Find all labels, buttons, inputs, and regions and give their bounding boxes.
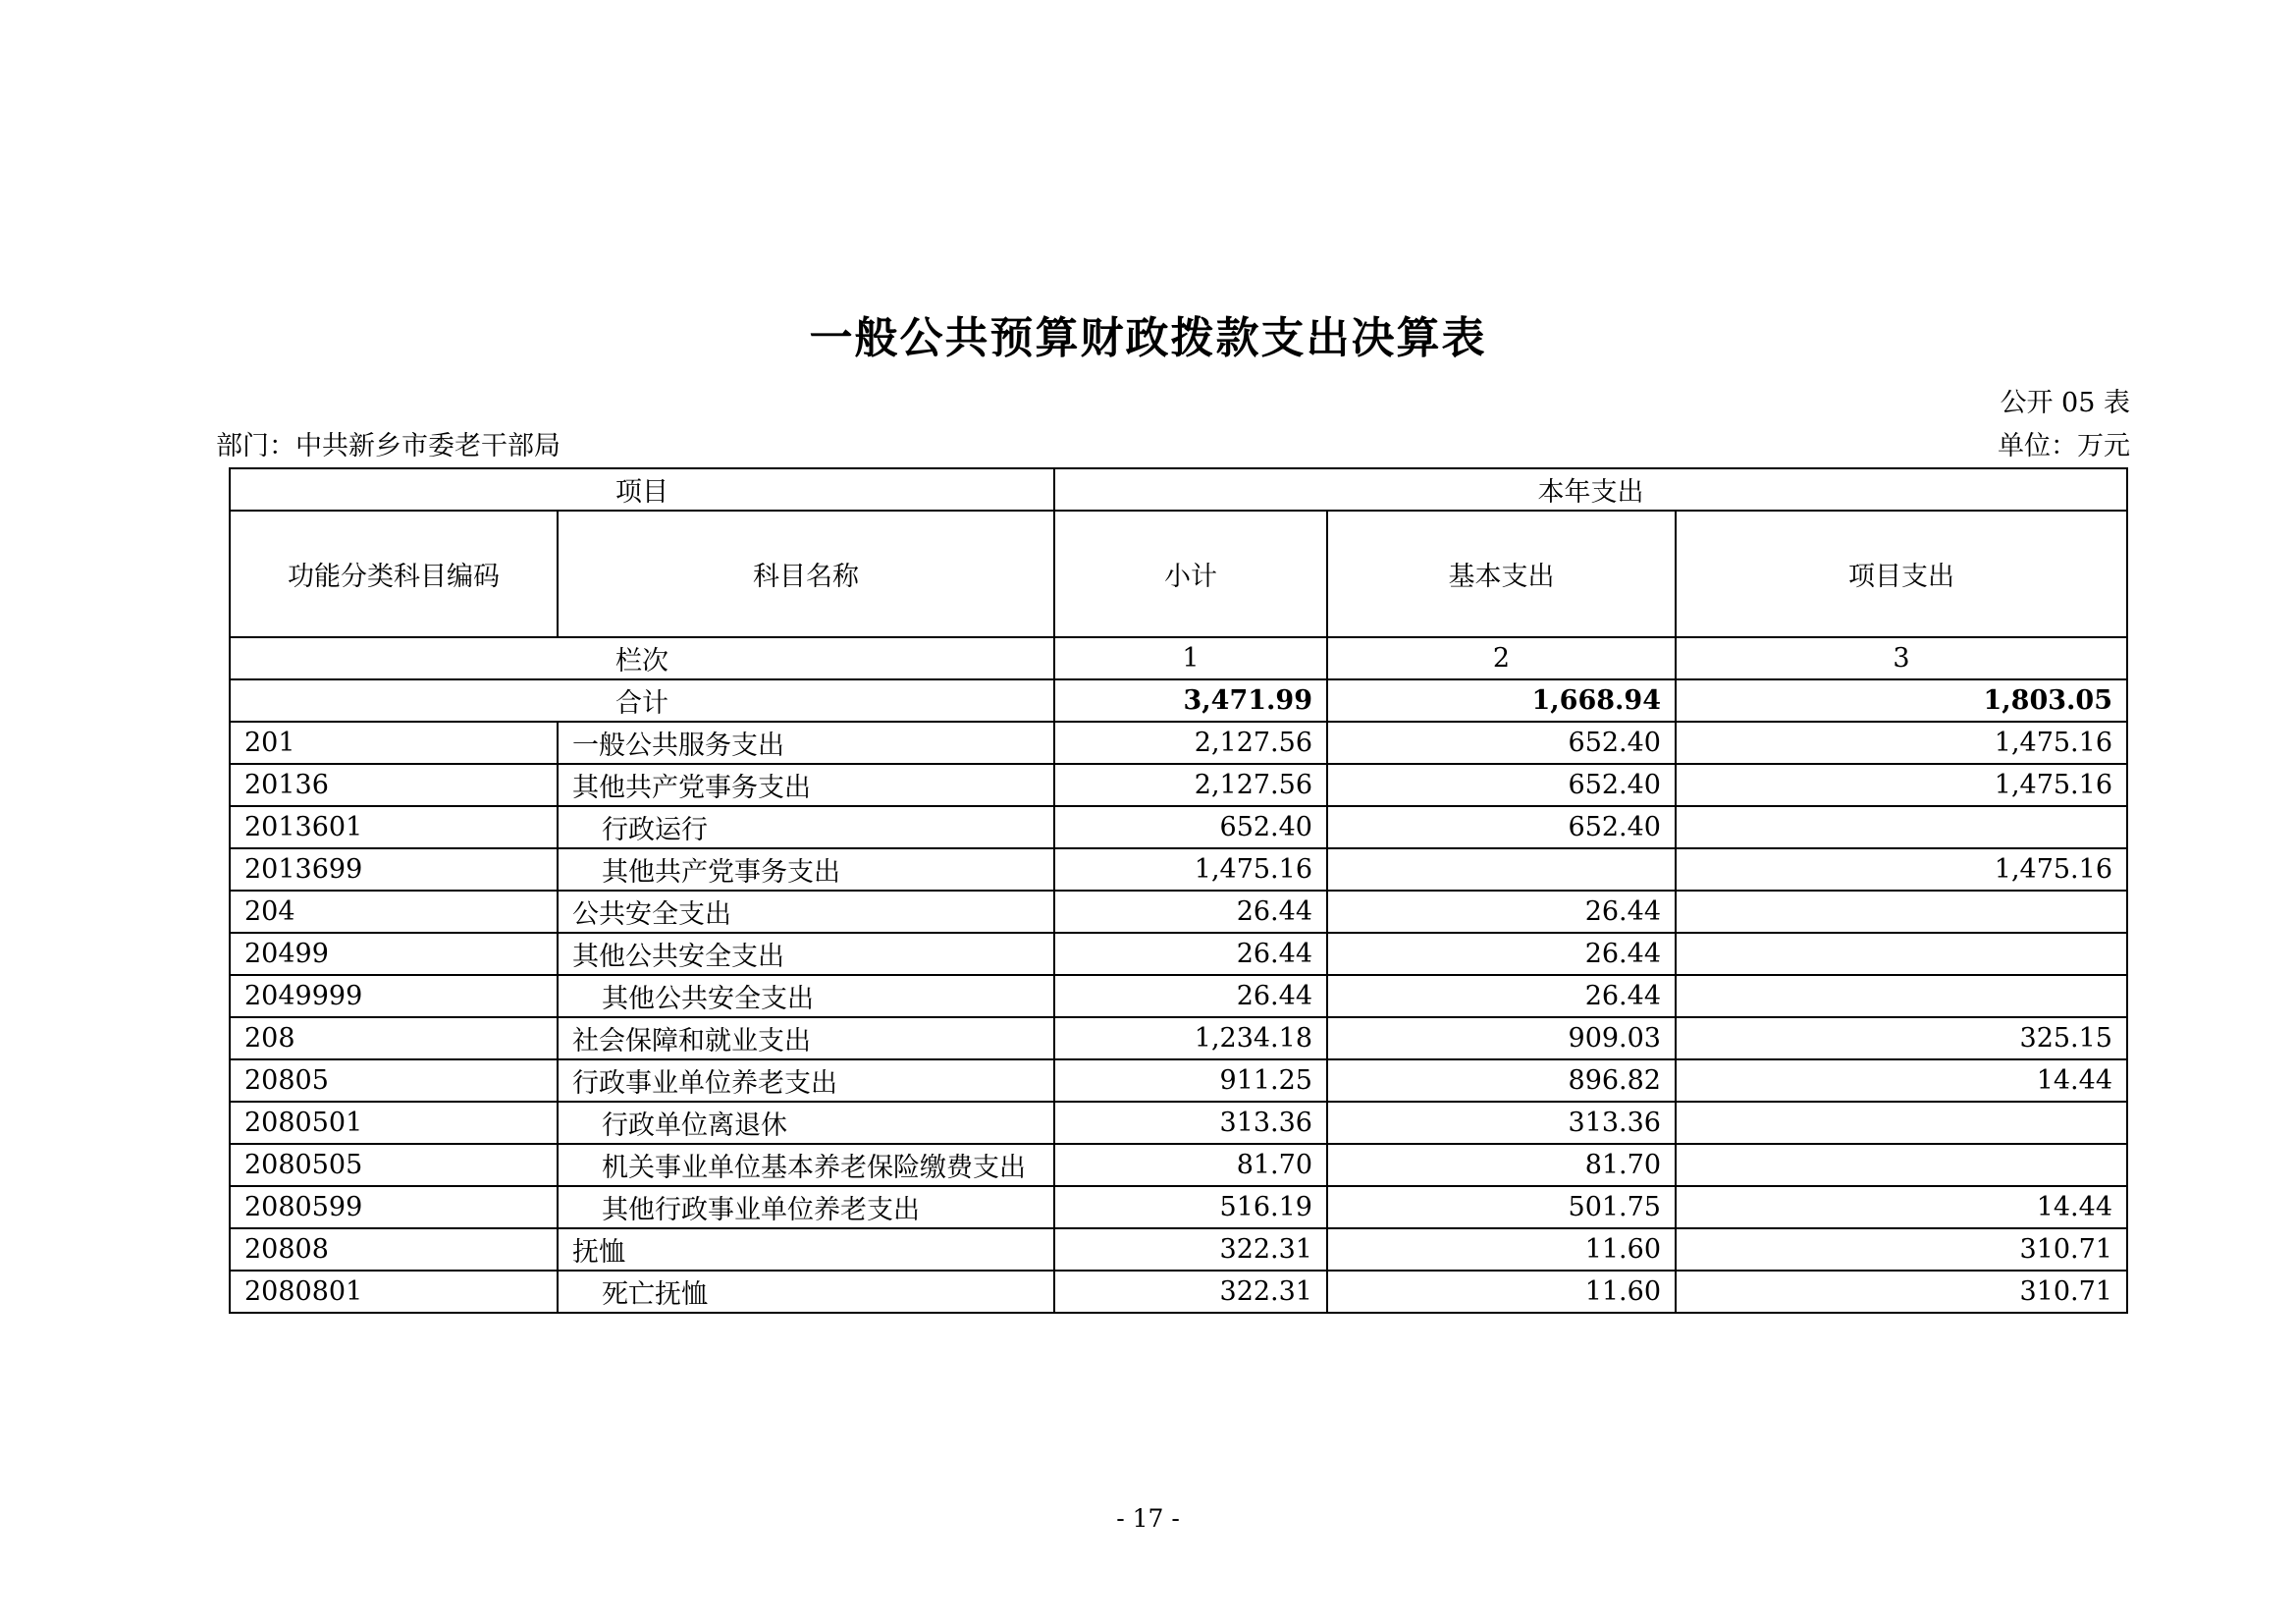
header-row-top [230,468,2127,511]
form-number: 公开 05 表 [2000,388,2130,418]
row-code: 208 [230,1017,558,1059]
row-name: 其他行政事业单位养老支出 [558,1186,1054,1228]
header-subtotal: 小计 [1054,511,1327,637]
row-subtotal: 26.44 [1054,975,1327,1017]
column-order-2: 2 [1327,637,1676,679]
row-name: 行政事业单位养老支出 [558,1059,1054,1102]
row-name: 死亡抚恤 [558,1271,1054,1313]
column-order-row [230,637,2127,679]
total-basic: 1,668.94 [1327,679,1676,722]
header-project: 项目 [230,468,1054,511]
table-row [230,1059,2127,1102]
table-row [230,806,2127,848]
row-name: 其他共产党事务支出 [558,848,1054,891]
row-subtotal: 1,234.18 [1054,1017,1327,1059]
row-code: 20808 [230,1228,558,1271]
row-project: 325.15 [1676,1017,2127,1059]
row-code: 201 [230,722,558,764]
row-project: 1,475.16 [1676,848,2127,891]
table-row [230,1228,2127,1271]
row-subtotal: 313.36 [1054,1102,1327,1144]
row-name: 公共安全支出 [558,891,1054,933]
row-name: 抚恤 [558,1228,1054,1271]
header-project-expense: 项目支出 [1676,511,2127,637]
row-subtotal: 2,127.56 [1054,722,1327,764]
table-row [230,1017,2127,1059]
column-order-3: 3 [1676,637,2127,679]
row-basic: 26.44 [1327,933,1676,975]
total-row [230,679,2127,722]
row-name: 社会保障和就业支出 [558,1017,1054,1059]
row-subtotal: 911.25 [1054,1059,1327,1102]
row-project [1676,975,2127,1017]
row-project: 310.71 [1676,1228,2127,1271]
row-subtotal: 26.44 [1054,933,1327,975]
table-row [230,1144,2127,1186]
row-name: 其他公共安全支出 [558,975,1054,1017]
row-code: 2080599 [230,1186,558,1228]
row-subtotal: 2,127.56 [1054,764,1327,806]
row-basic [1327,848,1676,891]
department-label: 部门：中共新乡市委老干部局 [216,431,561,461]
row-project [1676,1144,2127,1186]
row-subtotal: 516.19 [1054,1186,1327,1228]
row-basic: 11.60 [1327,1228,1676,1271]
row-project [1676,1102,2127,1144]
row-name: 行政单位离退休 [558,1102,1054,1144]
row-project [1676,933,2127,975]
table-row [230,722,2127,764]
column-order-label: 栏次 [230,637,1054,679]
total-subtotal: 3,471.99 [1054,679,1327,722]
table-row [230,933,2127,975]
row-name: 行政运行 [558,806,1054,848]
total-label: 合计 [230,679,1054,722]
header-code: 功能分类科目编码 [230,511,558,637]
row-project [1676,806,2127,848]
row-project: 1,475.16 [1676,722,2127,764]
row-basic: 652.40 [1327,764,1676,806]
page-number: - 17 - [1116,1504,1180,1533]
header-basic: 基本支出 [1327,511,1676,637]
row-basic: 81.70 [1327,1144,1676,1186]
table-row [230,764,2127,806]
row-code: 2049999 [230,975,558,1017]
row-basic: 652.40 [1327,722,1676,764]
row-name: 机关事业单位基本养老保险缴费支出 [558,1144,1054,1186]
row-basic: 26.44 [1327,891,1676,933]
row-code: 2080505 [230,1144,558,1186]
row-subtotal: 26.44 [1054,891,1327,933]
table-row [230,1102,2127,1144]
row-subtotal: 652.40 [1054,806,1327,848]
row-basic: 909.03 [1327,1017,1676,1059]
row-basic: 11.60 [1327,1271,1676,1313]
table-row [230,975,2127,1017]
table-row [230,848,2127,891]
row-subtotal: 1,475.16 [1054,848,1327,891]
row-name: 其他公共安全支出 [558,933,1054,975]
row-basic: 313.36 [1327,1102,1676,1144]
row-basic: 501.75 [1327,1186,1676,1228]
row-basic: 896.82 [1327,1059,1676,1102]
row-code: 20136 [230,764,558,806]
page-title: 一般公共预算财政拨款支出决算表 [809,313,1487,363]
row-code: 2080801 [230,1271,558,1313]
row-subtotal: 322.31 [1054,1228,1327,1271]
row-subtotal: 322.31 [1054,1271,1327,1313]
row-project: 14.44 [1676,1186,2127,1228]
table-row [230,891,2127,933]
row-project: 310.71 [1676,1271,2127,1313]
row-name: 一般公共服务支出 [558,722,1054,764]
row-code: 20499 [230,933,558,975]
row-project [1676,891,2127,933]
total-project: 1,803.05 [1676,679,2127,722]
expenditure-table [229,467,2128,1314]
row-name: 其他共产党事务支出 [558,764,1054,806]
unit-label: 单位：万元 [1998,431,2130,461]
row-project: 1,475.16 [1676,764,2127,806]
row-basic: 26.44 [1327,975,1676,1017]
header-current-year-expense: 本年支出 [1054,468,2127,511]
table-row [230,1186,2127,1228]
column-order-1: 1 [1054,637,1327,679]
header-row-columns [230,511,2127,637]
row-code: 2080501 [230,1102,558,1144]
row-code: 20805 [230,1059,558,1102]
row-subtotal: 81.70 [1054,1144,1327,1186]
header-name: 科目名称 [558,511,1054,637]
row-code: 2013601 [230,806,558,848]
row-basic: 652.40 [1327,806,1676,848]
row-project: 14.44 [1676,1059,2127,1102]
table-row [230,1271,2127,1313]
row-code: 204 [230,891,558,933]
row-code: 2013699 [230,848,558,891]
